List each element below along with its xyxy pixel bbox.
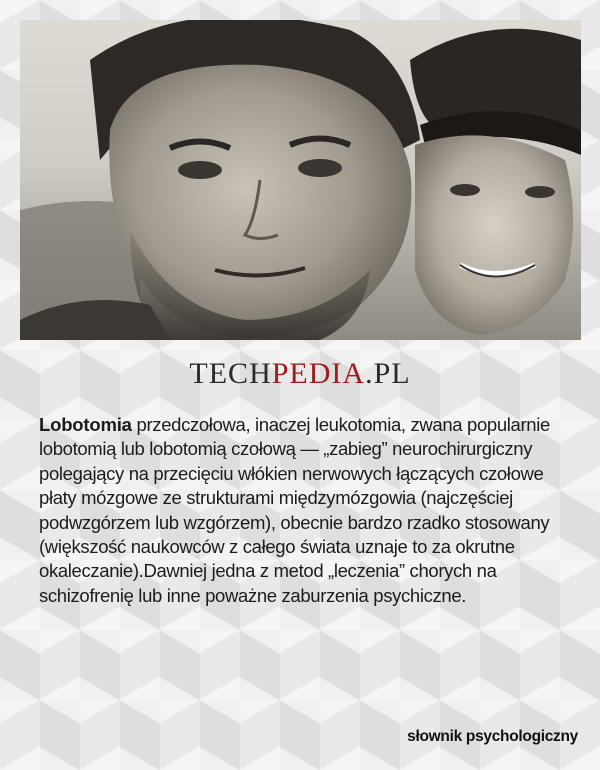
- definition-term: Lobotomia: [39, 414, 132, 435]
- logo-part-domain: .PL: [365, 357, 411, 390]
- definition-body: przedczołowa, inaczej leukotomia, zwana popularnie lobotomią lub lobotomią czołową — „zabieg” neurochirurgiczny polegający na przecięciu włókien nerwowych łączących czołowe płaty mózgowe ze strukturami międzymózgowia (najczęściej podwzgórzem lub wzgórzem), obecnie bardzo rzadko stosowany (większość naukowców z całego świata uznaje to za okrutne okaleczanie).Dawniej jedna z metod „leczenia” chorych na schizofrenię lub inne poważne zaburzenia psychiczne.: [39, 414, 550, 606]
- source-label: słownik psychologiczny: [407, 728, 578, 745]
- photo-illustration: [20, 20, 581, 340]
- techpedia-logo: [0, 356, 600, 392]
- logo-part-tech: TECH: [189, 357, 272, 390]
- logo-part-pedia: PEDIA: [271, 357, 366, 390]
- couple-photo: [20, 20, 581, 340]
- definition-text: [39, 413, 574, 608]
